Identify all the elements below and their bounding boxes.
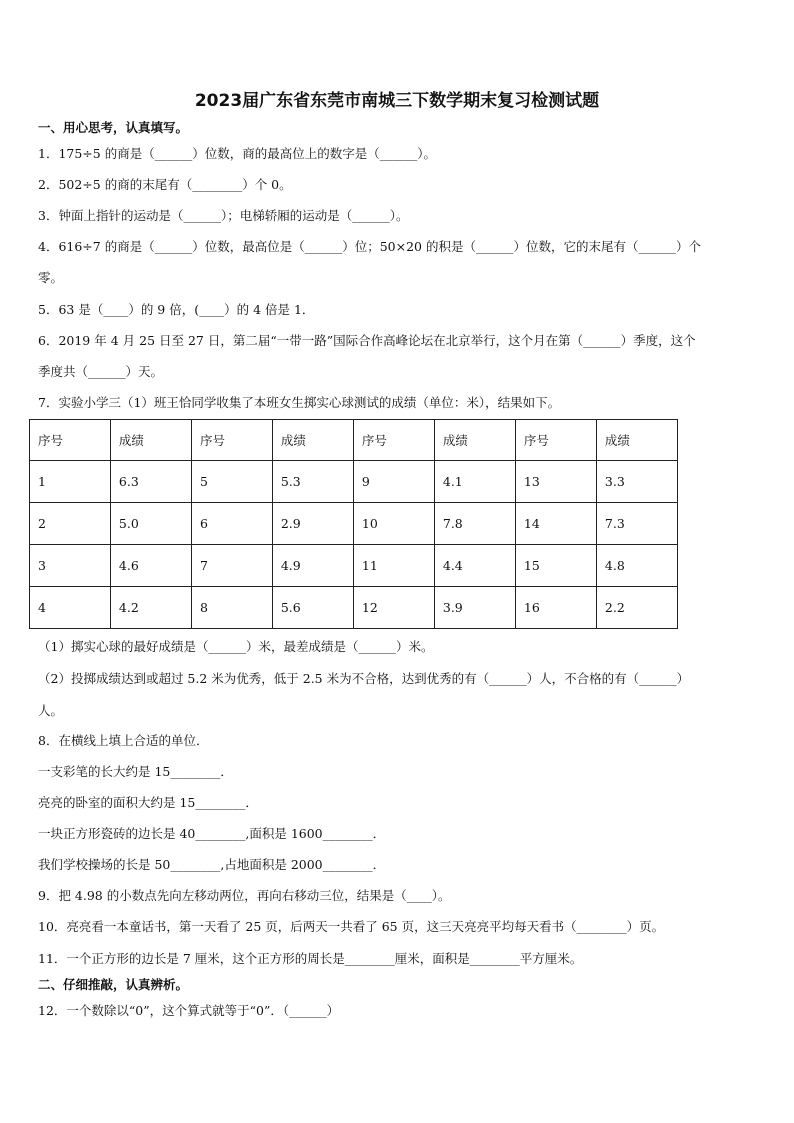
- table-header-cell: 成绩: [110, 420, 191, 461]
- table-header-cell: 成绩: [596, 420, 677, 461]
- question-3: 3．钟面上指针的运动是（______）；电梯轿厢的运动是（______）。: [38, 208, 409, 223]
- table-cell: 5.3: [272, 461, 353, 503]
- question-4-line-1: 4．616÷7 的商是（______）位数，最高位是（______）位；50×20 的积是（______）位数，它的末尾有（______）个: [38, 239, 701, 254]
- table-cell: 4.9: [272, 545, 353, 587]
- table-header-cell: 序号: [191, 420, 272, 461]
- table-header-cell: 成绩: [434, 420, 515, 461]
- table-cell: 12: [353, 587, 434, 629]
- table-cell: 4: [30, 587, 111, 629]
- table-cell: 7: [191, 545, 272, 587]
- table-cell: 4.2: [110, 587, 191, 629]
- page-title: 2023届广东省东莞市南城三下数学期末复习检测试题: [194, 91, 600, 111]
- table-cell: 4.8: [596, 545, 677, 587]
- table-header-cell: 序号: [30, 420, 111, 461]
- question-9: 9．把 4.98 的小数点先向左移动两位，再向右移动三位，结果是（____）。: [38, 888, 451, 903]
- table-cell: 1: [30, 461, 111, 503]
- section-heading-2: 二、仔细推敲，认真辨析。: [38, 977, 189, 992]
- table-cell: 13: [515, 461, 596, 503]
- question-7-part-2-line-2: 人。: [38, 703, 64, 718]
- question-8-item-c: 一块正方形瓷砖的边长是 40________,面积是 1600________．: [38, 826, 386, 841]
- question-7-part-2-line-1: （2）投掷成绩达到或超过 5.2 米为优秀，低于 2.5 米为不合格，达到优秀的有（______）人，不合格的有（______）: [38, 671, 690, 686]
- table-cell: 5.0: [110, 503, 191, 545]
- question-10: 10．亮亮看一本童话书，第一天看了 25 页，后两天一共看了 65 页，这三天亮亮平均每天看书（________）页。: [38, 919, 665, 934]
- table-row: [30, 461, 678, 503]
- table-header-cell: 序号: [515, 420, 596, 461]
- question-7: 7．实验小学三（1）班王恰同学收集了本班女生掷实心球测试的成绩（单位：米），结果如下。: [38, 395, 561, 410]
- table-row: [30, 503, 678, 545]
- question-1: 1．175÷5 的商是（______）位数，商的最高位上的数字是（______）。: [38, 146, 436, 161]
- question-6-line-1: 6．2019 年 4 月 25 日至 27 日，第二届“一带一路”国际合作高峰论坛在北京举行，这个月在第（______）季度，这个: [38, 333, 696, 348]
- table-header-cell: 成绩: [272, 420, 353, 461]
- question-7-part-1: （1）掷实心球的最好成绩是（______）米，最差成绩是（______）米。: [38, 639, 434, 654]
- table-cell: 5: [191, 461, 272, 503]
- question-8: 8．在横线上填上合适的单位．: [38, 733, 209, 748]
- table-header-cell: 序号: [353, 420, 434, 461]
- table-cell: 9: [353, 461, 434, 503]
- table-cell: 5.6: [272, 587, 353, 629]
- question-8-item-b: 亮亮的卧室的面积大约是 15________．: [38, 795, 258, 810]
- table-cell: 16: [515, 587, 596, 629]
- table-cell: 3.9: [434, 587, 515, 629]
- table-cell: 10: [353, 503, 434, 545]
- question-11: 11．一个正方形的边长是 7 厘米，这个正方形的周长是________厘米，面积是________平方厘米。: [38, 951, 583, 966]
- table-cell: 6.3: [110, 461, 191, 503]
- table-cell: 3.3: [596, 461, 677, 503]
- table-row: [30, 587, 678, 629]
- table-cell: 7.3: [596, 503, 677, 545]
- scores-table: [29, 419, 678, 629]
- table-cell: 3: [30, 545, 111, 587]
- table-cell: 2.2: [596, 587, 677, 629]
- question-6-line-2: 季度共（______）天。: [38, 364, 164, 379]
- table-header-row: [30, 420, 678, 461]
- question-4-line-2: 零。: [38, 270, 64, 285]
- table-cell: 11: [353, 545, 434, 587]
- table-cell: 2: [30, 503, 111, 545]
- table-cell: 7.8: [434, 503, 515, 545]
- question-2: 2．502÷5 的商的末尾有（________）个 0。: [38, 177, 292, 192]
- question-8-item-a: 一支彩笔的长大约是 15________．: [38, 764, 233, 779]
- table-cell: 6: [191, 503, 272, 545]
- question-12: 12．一个数除以“0”，这个算式就等于“0”．（______）: [38, 1003, 340, 1018]
- table-cell: 2.9: [272, 503, 353, 545]
- question-8-item-d: 我们学校操场的长是 50________,占地面积是 2000________．: [38, 857, 386, 872]
- section-heading-1: 一、用心思考，认真填写。: [38, 120, 189, 135]
- table-cell: 4.6: [110, 545, 191, 587]
- question-5: 5．63 是（____）的 9 倍，(____）的 4 倍是 1．: [38, 302, 315, 317]
- table-cell: 4.1: [434, 461, 515, 503]
- table-cell: 15: [515, 545, 596, 587]
- table-row: [30, 545, 678, 587]
- table-cell: 8: [191, 587, 272, 629]
- table-cell: 14: [515, 503, 596, 545]
- table-cell: 4.4: [434, 545, 515, 587]
